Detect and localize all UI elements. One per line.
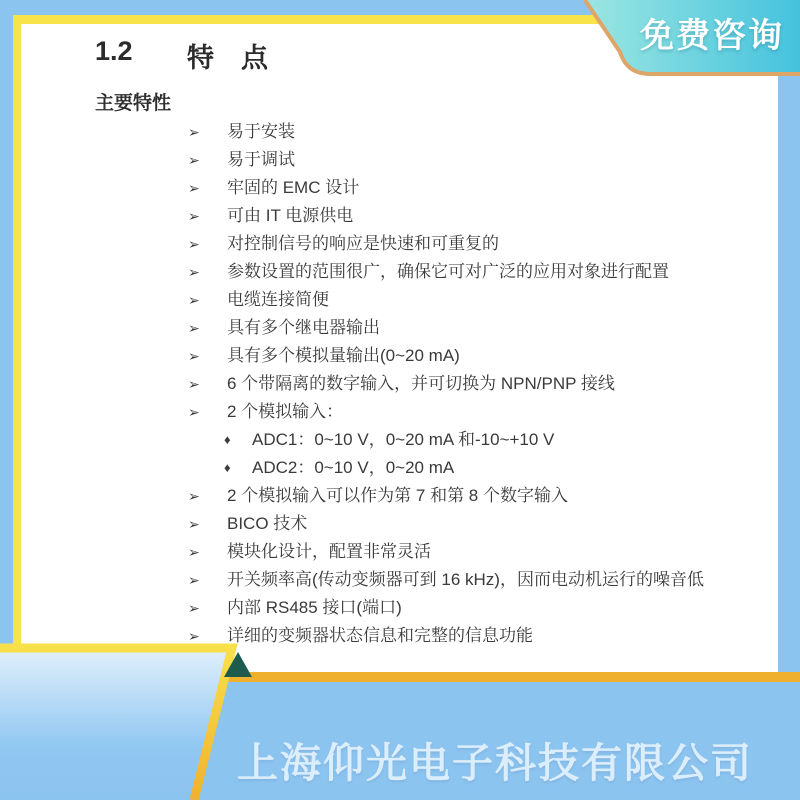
feature-item	[21, 230, 778, 258]
feature-subitem	[21, 426, 778, 454]
feature-text: 2 个模拟输入：	[227, 402, 344, 421]
feature-text: 6 个带隔离的数字输入，并可切换为 NPN/PNP 接线	[227, 374, 615, 393]
arrow-bullet-icon: ➢	[188, 292, 200, 308]
feature-item	[21, 510, 778, 538]
arrow-bullet-icon: ➢	[188, 488, 200, 504]
arrow-bullet-icon: ➢	[188, 152, 200, 168]
feature-text: BICO 技术	[227, 514, 308, 533]
arrow-bullet-icon: ➢	[188, 348, 200, 364]
feature-item	[21, 398, 778, 426]
feature-item	[21, 118, 778, 146]
feature-item	[21, 258, 778, 286]
arrow-bullet-icon: ➢	[188, 236, 200, 252]
feature-item	[21, 146, 778, 174]
feature-text: 开关频率高(传动变频器可到 16 kHz)，因而电动机运行的噪音低	[227, 570, 704, 589]
feature-item	[21, 174, 778, 202]
feature-text: 具有多个继电器输出	[227, 318, 380, 337]
feature-item	[21, 286, 778, 314]
arrow-bullet-icon: ➢	[188, 516, 200, 532]
company-name: 上海仰光电子科技有限公司	[237, 740, 753, 786]
arrow-bullet-icon: ➢	[188, 124, 200, 140]
feature-text: 模块化设计，配置非常灵活	[227, 542, 431, 561]
feature-item	[21, 566, 778, 594]
features-list	[21, 118, 778, 650]
arrow-bullet-icon: ➢	[188, 264, 200, 280]
feature-text: 对控制信号的响应是快速和可重复的	[227, 234, 499, 253]
feature-text: 具有多个模拟量输出(0~20 mA)	[227, 346, 460, 365]
feature-item	[21, 314, 778, 342]
feature-text: 2 个模拟输入可以作为第 7 和第 8 个数字输入	[227, 486, 568, 505]
feature-subitem	[21, 454, 778, 482]
document-content	[21, 24, 778, 672]
feature-item	[21, 342, 778, 370]
feature-item	[21, 594, 778, 622]
arrow-bullet-icon: ➢	[188, 376, 200, 392]
feature-text: 详细的变频器状态信息和完整的信息功能	[227, 626, 533, 645]
feature-text: ADC1：0~10 V，0~20 mA 和-10~+10 V	[252, 430, 555, 449]
corner-wedge	[0, 640, 262, 800]
feature-text: ADC2：0~10 V，0~20 mA	[252, 458, 455, 477]
arrow-bullet-icon: ➢	[188, 628, 200, 644]
diamond-bullet-icon: ♦	[224, 432, 231, 447]
arrow-bullet-icon: ➢	[188, 180, 200, 196]
feature-item	[21, 370, 778, 398]
feature-item	[21, 482, 778, 510]
diamond-bullet-icon: ♦	[224, 460, 231, 475]
arrow-bullet-icon: ➢	[188, 320, 200, 336]
section-title: 特 点	[187, 43, 268, 73]
consult-badge-label[interactable]: 免费咨询	[640, 17, 784, 55]
wedge-fill	[0, 652, 228, 800]
arrow-bullet-icon: ➢	[188, 572, 200, 588]
arrow-bullet-icon: ➢	[188, 600, 200, 616]
feature-text: 易于调试	[227, 150, 295, 169]
document-page	[13, 15, 778, 672]
subsection-heading: 主要特性	[95, 93, 172, 114]
feature-item	[21, 538, 778, 566]
feature-text: 内部 RS485 接口(端口)	[227, 598, 402, 617]
section-number: 1.2	[95, 36, 133, 66]
arrow-bullet-icon: ➢	[188, 544, 200, 560]
feature-item	[21, 202, 778, 230]
feature-text: 牢固的 EMC 设计	[227, 178, 360, 197]
feature-text: 电缆连接简便	[227, 290, 329, 309]
feature-text: 可由 IT 电源供电	[227, 206, 354, 225]
feature-text: 参数设置的范围很广，确保它可对广泛的应用对象进行配置	[227, 262, 669, 281]
feature-text: 易于安装	[227, 122, 295, 141]
arrow-bullet-icon: ➢	[188, 404, 200, 420]
arrow-bullet-icon: ➢	[188, 208, 200, 224]
